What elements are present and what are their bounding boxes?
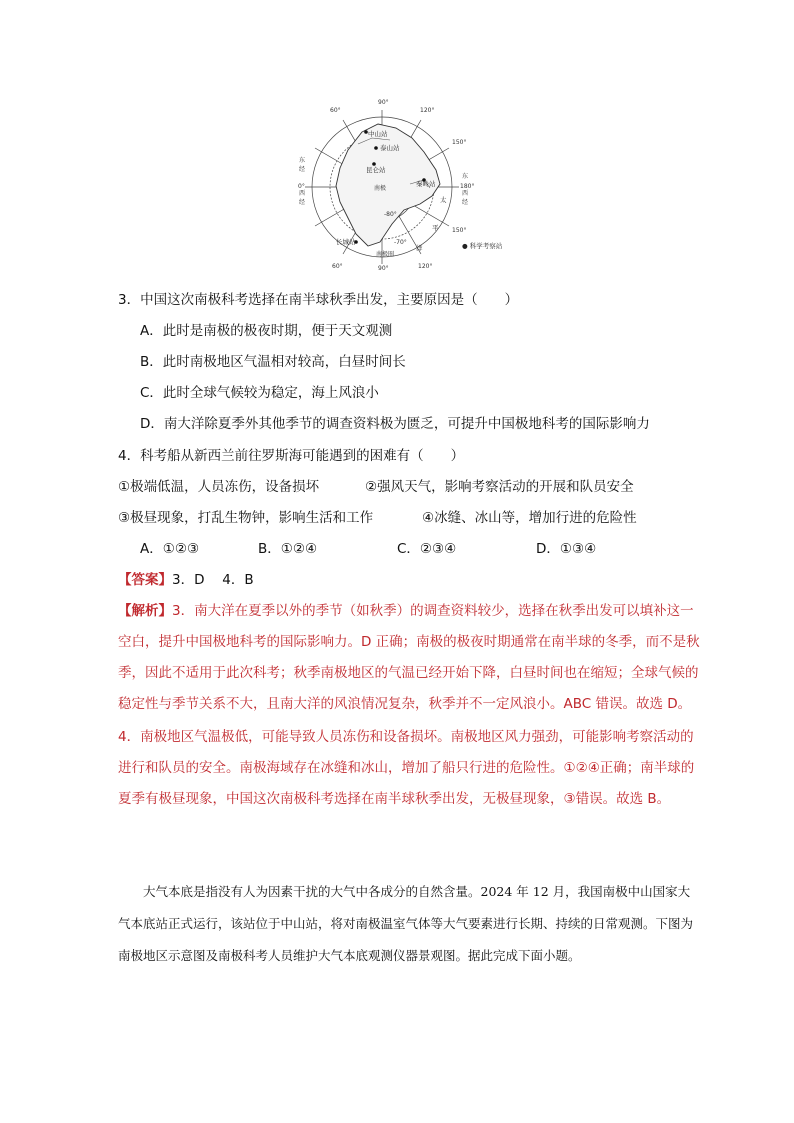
svg-text:-80°: -80°: [384, 211, 397, 218]
station-label: 秦岭站: [416, 180, 436, 188]
svg-text:西: 西: [462, 190, 469, 197]
svg-text:-70°: -70°: [394, 239, 407, 246]
q4-item-3: ③极昼现象，打乱生物钟，影响生活和工作: [118, 510, 374, 526]
answer-tag: 【答案】: [118, 572, 172, 588]
lon-label: 180°: [460, 183, 475, 190]
lon-label: 60°: [332, 263, 343, 270]
svg-text:经: 经: [299, 199, 306, 206]
svg-text:南极圈: 南极圈: [376, 251, 395, 258]
material-passage: 大气本底是指没有人为因素干扰的大气中各成分的自然含量。2024 年 12 月，我国南极中山国家大气本底站正式运行，该站位于中山站，将对南极温室气体等大气要素进行长期、持续的日常观测。下图为南极地区示意图及南极科考人员维护大气本底观测仪器景观图。据此完成下面小题。: [118, 884, 694, 963]
q3-stem: 3．中国这次南极科考选择在南半球秋季出发，主要原因是（ ）: [118, 292, 519, 308]
analysis-q4: 4．南极地区气温极低，可能导致人员冻伤和设备损坏。南极地区风力强劲，可能影响考察活动的进行和队员的安全。南极海域存在冰缝和冰山，增加了船只行进的危险性。①②④正确；南半球的夏季有极昼现象，中国这次南极科考选择在南半球秋季出发，无极昼现象，③错误。故选 B。: [118, 729, 695, 807]
q3-option-a: A．此时是南极的极夜时期，便于天文观测: [140, 323, 393, 339]
map-legend: ● 科学考察站: [462, 242, 503, 250]
lon-label: 0°: [298, 183, 305, 190]
antarctica-map: [300, 92, 510, 272]
svg-text:洋: 洋: [416, 244, 423, 252]
station-label: 昆仑站: [366, 166, 386, 174]
q3-option-c: C．此时全球气候较为稳定，海上风浪小: [140, 385, 379, 401]
station-label: 泰山站: [380, 144, 400, 152]
q4-choice-a: A．①②③: [140, 541, 200, 557]
svg-text:经: 经: [462, 199, 469, 206]
svg-text:东: 东: [462, 173, 469, 180]
lon-label: 120°: [418, 263, 433, 270]
svg-text:平: 平: [432, 224, 439, 232]
q4-item-2: ②强风天气，影响考察活动的开展和队员安全: [365, 479, 634, 495]
q4-choice-b: B．①②④: [258, 541, 318, 557]
svg-text:太: 太: [440, 196, 447, 204]
lon-label: 90°: [378, 99, 389, 106]
lon-label: 150°: [452, 227, 467, 234]
q4-choice-d: D．①③④: [536, 541, 597, 557]
lon-label: 120°: [420, 107, 435, 114]
lon-label: 90°: [378, 265, 389, 272]
q4-item-4: ④冰缝、冰山等，增加行进的危险性: [422, 510, 637, 526]
answer-line: [118, 570, 254, 590]
svg-text:南极: 南极: [374, 185, 387, 192]
lon-label: 150°: [452, 139, 467, 146]
answer-text: 3．D 4．B: [172, 572, 254, 588]
lon-label: 60°: [330, 107, 341, 114]
station-label: 长城站: [336, 238, 356, 246]
analysis-tag: 【解析】: [118, 603, 172, 619]
q4-stem: 4．科考船从新西兰前往罗斯海可能遇到的困难有（ ）: [118, 448, 465, 464]
svg-text:东: 东: [299, 157, 306, 164]
q4-item-1: ①极端低温，人员冻伤，设备损坏: [118, 479, 320, 495]
analysis-q3-text: 3．南大洋在夏季以外的季节（如秋季）的调查资料较少，选择在秋季出发可以填补这一空白，提升中国极地科考的国际影响力。D 正确；南极的极夜时期通常在南半球的冬季，而不是秋季，因此不适用于此次科考；秋季南极地区的气温已经开始下降，白昼时间也在缩短；全球气候的稳定性与季节关系不大，且南大洋的风浪情况复杂，秋季并不一定风浪小。ABC 错误。故选 D。: [118, 603, 700, 712]
q4-choice-c: C．②③④: [397, 541, 457, 557]
svg-text:西: 西: [299, 190, 306, 197]
q3-option-b: B．此时南极地区气温相对较高，白昼时间长: [140, 354, 406, 370]
station-label: 中山站: [368, 130, 388, 138]
q3-option-d: D．南大洋除夏季外其他季节的调查资料极为匮乏，可提升中国极地科考的国际影响力: [140, 416, 650, 432]
analysis-q3: [118, 596, 700, 720]
svg-text:经: 经: [299, 166, 306, 173]
